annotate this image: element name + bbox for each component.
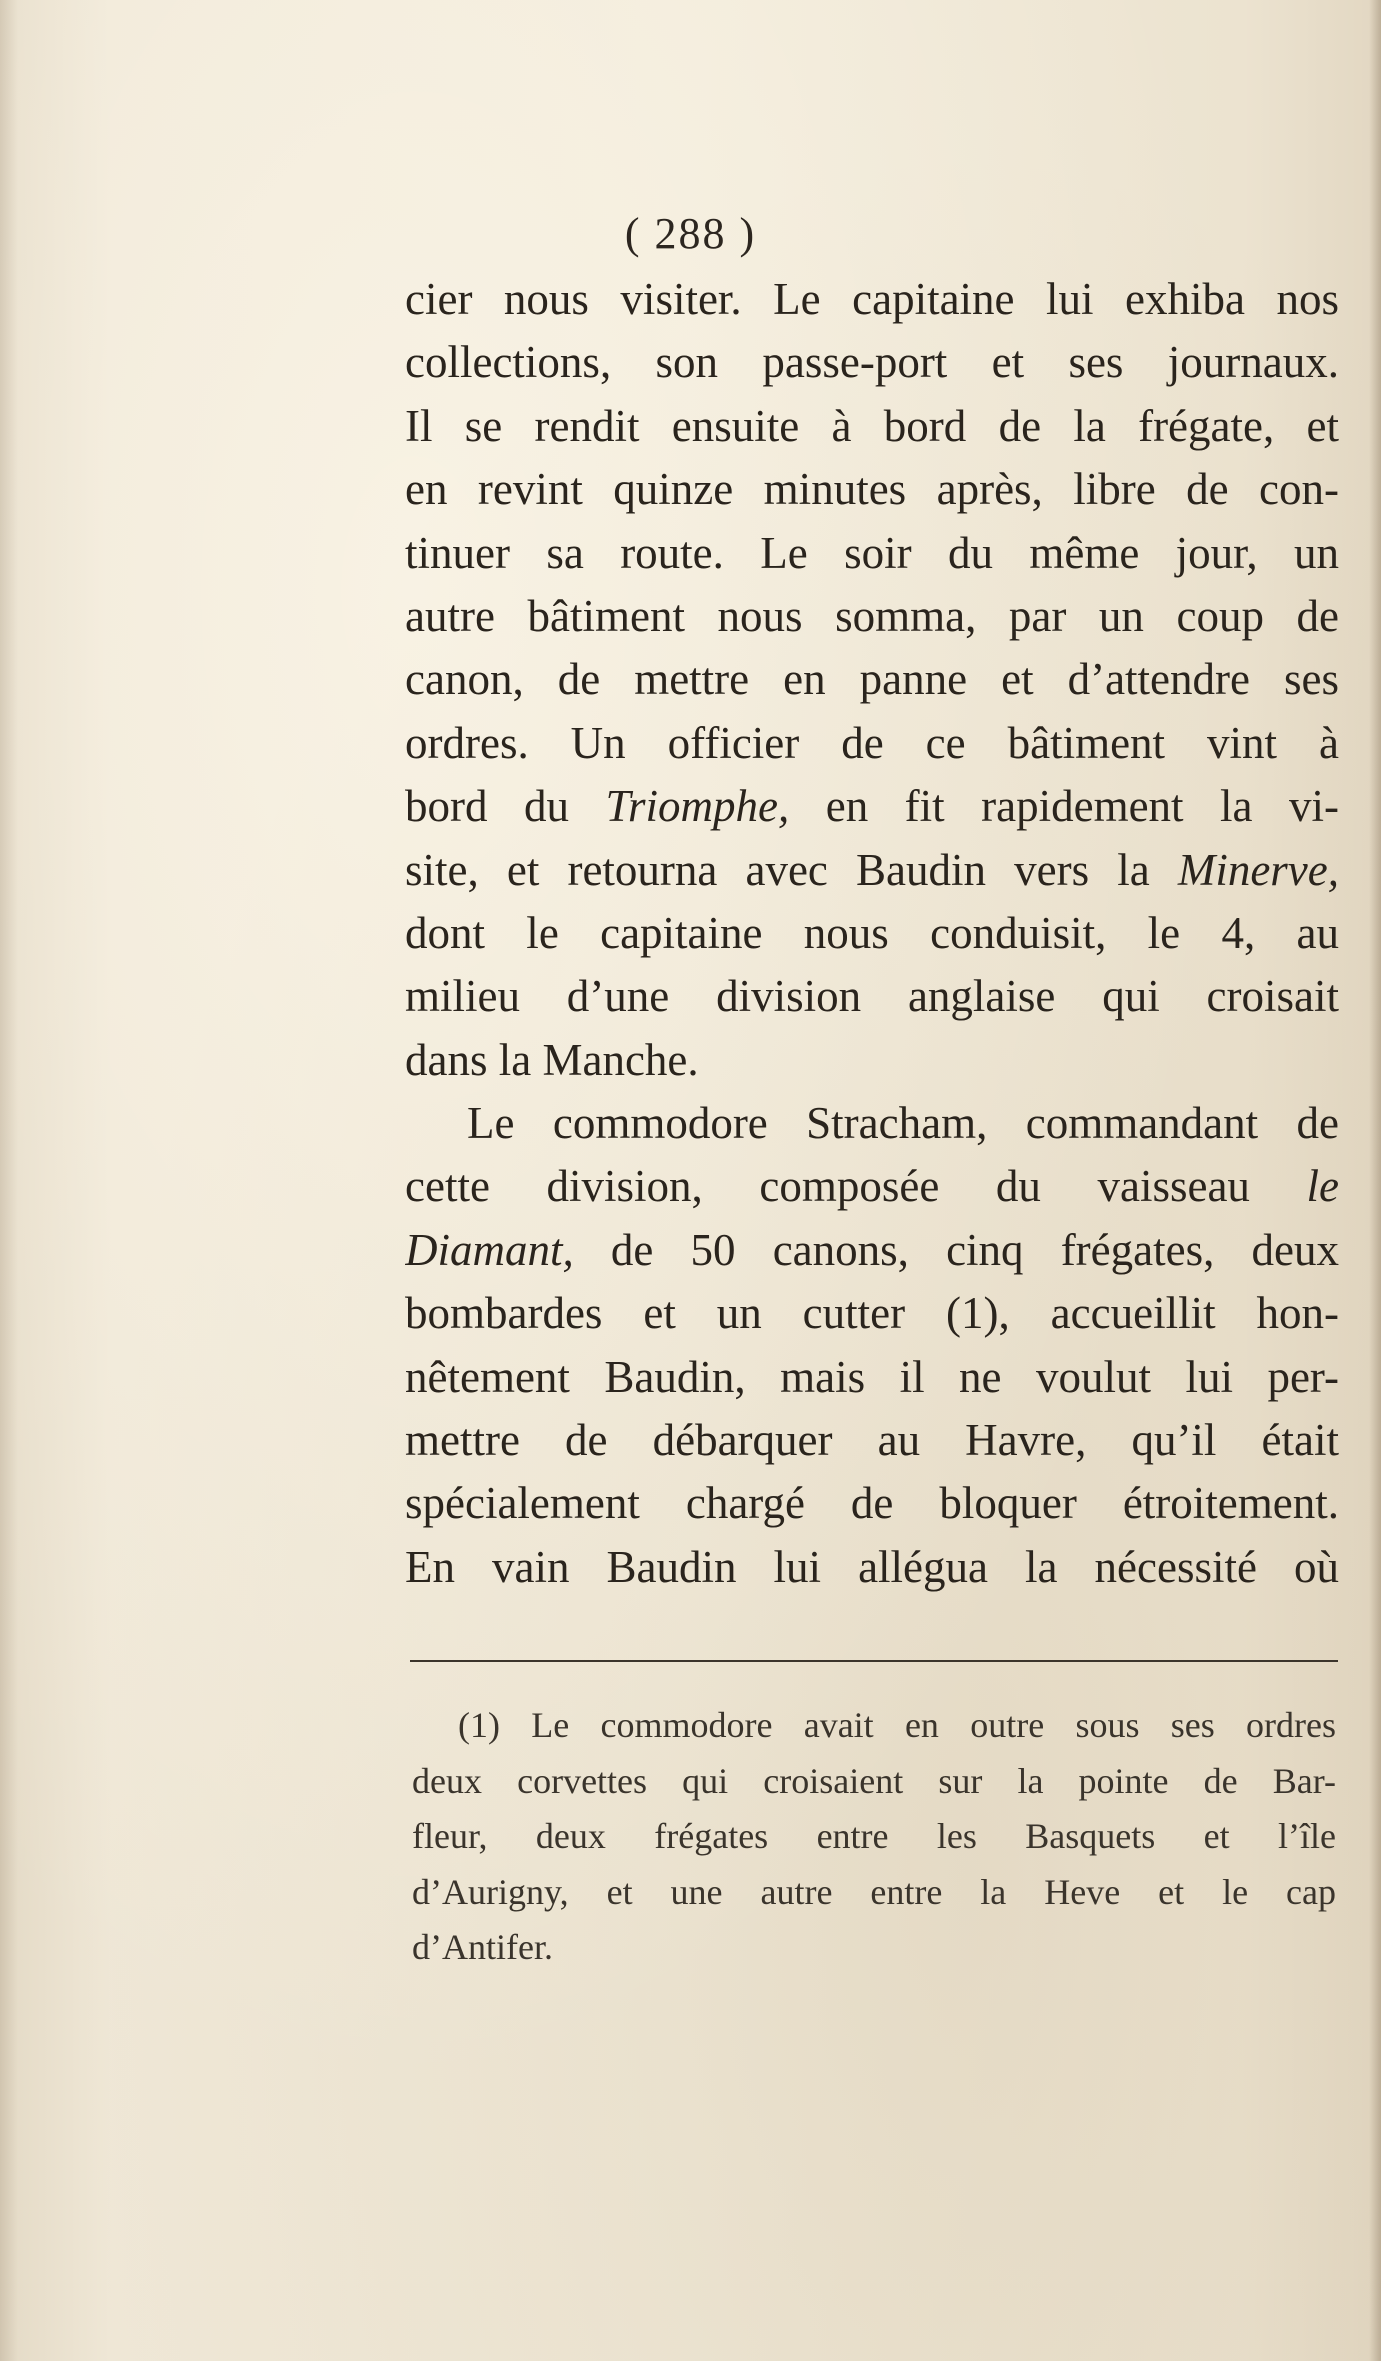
page-number: ( 288 ) (624, 209, 757, 258)
text-line: Il se rendit ensuite à bord de la frégate, et (405, 400, 1339, 451)
footnote (412, 1698, 1336, 1976)
text-line: spécialement chargé de bloquer étroitement. (405, 1478, 1339, 1529)
footnote-line: d’Aurigny, et une autre entre la Heve et le cap (412, 1871, 1336, 1912)
text-line: En vain Baudin lui allégua la nécessité où (405, 1541, 1339, 1592)
paragraph-end-line: dans la Manche. (405, 1034, 699, 1085)
text-line: bord du Triomphe, en fit rapidement la vi- (405, 781, 1339, 832)
footnote-line: d’Antifer. (412, 1927, 553, 1967)
main-text (405, 268, 1339, 1599)
text-line: autre bâtiment nous somma, par un coup de (405, 590, 1339, 641)
text-line: dont le capitaine nous conduisit, le 4, au (405, 907, 1339, 958)
text-line: bombardes et un cutter (1), accueillit hon- (405, 1288, 1339, 1339)
text-line: milieu d’une division anglaise qui croisait (405, 971, 1339, 1022)
text-line: collections, son passe-port et ses journaux. (405, 337, 1339, 388)
text-line: canon, de mettre en panne et d’attendre ses (405, 654, 1339, 705)
footnote-line: fleur, deux frégates entre les Basquets et l’île (412, 1816, 1336, 1856)
text-line: site, et retourna avec Baudin vers la Minerve, (405, 844, 1339, 895)
page-gutter-shadow (0, 0, 18, 2361)
page-edge-shadow (1369, 0, 1381, 2361)
text-line: cette division, composée du vaisseau le (405, 1161, 1339, 1212)
footnote-separator (410, 1660, 1338, 1662)
paragraph-start-line: Le commodore Stracham, commandant de (467, 1098, 1339, 1149)
text-line: Diamant, de 50 canons, cinq frégates, deux (405, 1224, 1339, 1275)
footnote-line: (1) Le commodore avait en outre sous ses ordres (458, 1705, 1336, 1745)
footnote-line: deux corvettes qui croisaient sur la pointe de Bar- (412, 1760, 1336, 1801)
text-line: mettre de débarquer au Havre, qu’il était (405, 1415, 1339, 1466)
text-line: en revint quinze minutes après, libre de con- (405, 464, 1339, 515)
text-line: cier nous visiter. Le capitaine lui exhiba nos (405, 274, 1339, 324)
text-line: nêtement Baudin, mais il ne voulut lui per- (405, 1351, 1339, 1402)
text-line: ordres. Un officier de ce bâtiment vint à (405, 717, 1339, 768)
text-line: tinuer sa route. Le soir du même jour, un (405, 527, 1339, 578)
